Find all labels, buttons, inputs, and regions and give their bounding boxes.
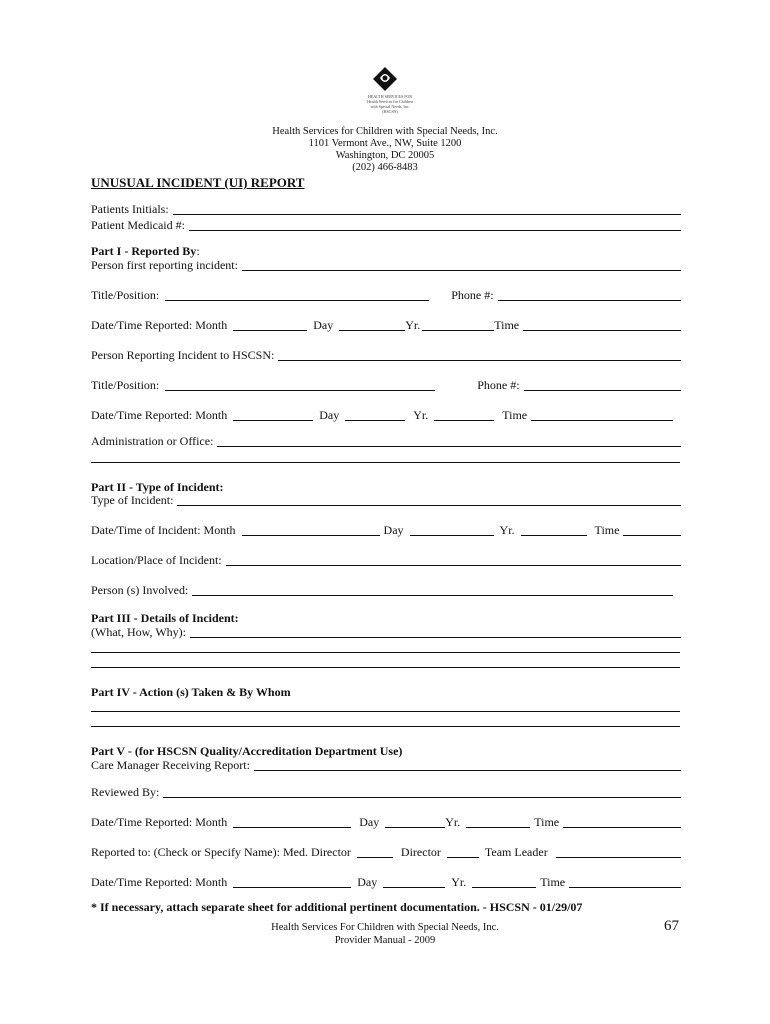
report-title: UNUSUAL INCIDENT (UI) REPORT xyxy=(91,175,305,190)
org-address-block xyxy=(200,126,570,174)
day-label: Day xyxy=(313,318,334,332)
org-street: 1101 Vermont Ave., NW, Suite 1200 xyxy=(308,138,462,149)
yr-label: Yr. xyxy=(405,318,421,332)
part5-month-field[interactable] xyxy=(233,827,351,828)
org-city: Washington, DC 20005 xyxy=(335,150,435,161)
director-field[interactable] xyxy=(447,857,479,858)
incident-datetime-row xyxy=(91,523,681,538)
care-manager-field[interactable] xyxy=(254,770,681,771)
admin-office-field[interactable] xyxy=(217,446,681,447)
logo-caption-line: with Special Needs, Inc. xyxy=(370,104,410,109)
patient-initials-label: Patients Initials: xyxy=(91,202,169,216)
time-field-2[interactable] xyxy=(531,420,673,421)
day-label: Day xyxy=(383,523,404,537)
reviewed-by-label: Reviewed By: xyxy=(91,785,160,799)
part5-datetime-row-2 xyxy=(91,875,681,890)
persons-row xyxy=(91,583,681,598)
team-leader-label: Team Leader xyxy=(484,845,548,859)
hscsn-reporter-row xyxy=(91,348,681,363)
part1-heading xyxy=(91,244,200,259)
admin-office-label: Administration or Office: xyxy=(91,434,214,448)
footer xyxy=(200,921,570,947)
title-position-label: Title/Position: xyxy=(91,378,160,392)
part5-day-field-2[interactable] xyxy=(383,887,445,888)
patient-medicaid-field[interactable] xyxy=(189,230,681,231)
location-field[interactable] xyxy=(226,565,681,566)
part1-datetime-row-2 xyxy=(91,408,681,423)
part1-heading-text: Part I - Reported By xyxy=(91,244,197,258)
logo-caption-line: HEALTH SERVICES FOR xyxy=(368,94,412,99)
first-reporter-field[interactable] xyxy=(242,270,681,271)
title-position-field-2[interactable] xyxy=(165,390,435,391)
time-label: Time xyxy=(502,408,528,422)
dt-month-label: Date/Time Reported: Month xyxy=(91,875,228,889)
part5-heading: Part V - (for HSCSN Quality/Accreditation Department Use) xyxy=(91,744,403,758)
patient-initials-field[interactable] xyxy=(173,214,681,215)
action-taken-line[interactable] xyxy=(91,726,680,727)
persons-field[interactable] xyxy=(192,595,673,596)
care-manager-row xyxy=(91,758,681,773)
team-leader-field[interactable] xyxy=(556,857,681,858)
incident-time-field[interactable] xyxy=(623,535,681,536)
part1-heading-colon: : xyxy=(196,244,200,258)
details-label: (What, How, Why): xyxy=(91,625,186,639)
org-phone: (202) 466-8483 xyxy=(352,162,418,173)
month-field[interactable] xyxy=(233,330,307,331)
phone-field-2[interactable] xyxy=(524,390,681,391)
part5-yr-field-2[interactable] xyxy=(472,887,536,888)
location-row xyxy=(91,553,681,568)
reported-to-row xyxy=(91,845,681,860)
day-label: Day xyxy=(319,408,340,422)
details-field[interactable] xyxy=(190,637,681,638)
part3-heading: Part III - Details of Incident: xyxy=(91,611,239,625)
action-taken-line[interactable] xyxy=(91,711,680,712)
title-position-label: Title/Position: xyxy=(91,288,160,302)
title-position-field[interactable] xyxy=(165,300,429,301)
day-field-2[interactable] xyxy=(345,420,405,421)
part5-day-field[interactable] xyxy=(385,827,445,828)
yr-label: Yr. xyxy=(445,815,461,829)
part1-title-row xyxy=(91,288,681,303)
patient-initials-row xyxy=(91,202,681,217)
details-extra-line[interactable] xyxy=(91,667,680,668)
yr-label: Yr. xyxy=(413,408,429,422)
part5-datetime-row xyxy=(91,815,681,830)
org-name: Health Services for Children with Special Needs, Inc. xyxy=(272,126,498,137)
location-label: Location/Place of Incident: xyxy=(91,553,222,567)
hscsn-reporter-label: Person Reporting Incident to HSCSN: xyxy=(91,348,275,362)
yr-label: Yr. xyxy=(451,875,467,889)
time-label: Time xyxy=(494,318,520,332)
hscsn-logo-icon xyxy=(372,66,398,92)
details-row xyxy=(91,625,681,640)
incident-type-row xyxy=(91,493,681,508)
part5-yr-field[interactable] xyxy=(466,827,530,828)
part1-title-row-2 xyxy=(91,378,681,393)
incident-yr-field[interactable] xyxy=(521,535,587,536)
yr-field[interactable] xyxy=(422,330,494,331)
patient-medicaid-row xyxy=(91,218,681,233)
incident-day-field[interactable] xyxy=(410,535,494,536)
month-field-2[interactable] xyxy=(233,420,313,421)
incident-type-label: Type of Incident: xyxy=(91,493,174,507)
dt-month-label: Date/Time Reported: Month xyxy=(91,318,228,332)
time-label: Time xyxy=(534,815,560,829)
footer-line2: Provider Manual - 2009 xyxy=(334,935,436,946)
part5-month-field-2[interactable] xyxy=(233,887,351,888)
reviewed-by-field[interactable] xyxy=(163,797,681,798)
reported-to-label: Reported to: (Check or Specify Name): Med. Director xyxy=(91,845,351,859)
phone-field[interactable] xyxy=(498,300,681,301)
admin-office-row xyxy=(91,434,681,449)
reviewed-by-row xyxy=(91,785,681,800)
part2-heading: Part II - Type of Incident: xyxy=(91,480,224,494)
phone-label: Phone #: xyxy=(451,288,494,302)
day-field[interactable] xyxy=(339,330,405,331)
part5-time-field[interactable] xyxy=(563,827,681,828)
incident-month-label: Date/Time of Incident: Month xyxy=(91,523,236,537)
dt-month-label: Date/Time Reported: Month xyxy=(91,815,228,829)
patient-medicaid-label: Patient Medicaid #: xyxy=(91,218,185,232)
yr-field-2[interactable] xyxy=(434,420,494,421)
phone-label: Phone #: xyxy=(477,378,520,392)
time-label: Time xyxy=(540,875,566,889)
director-label: Director xyxy=(400,845,441,859)
part5-time-field-2[interactable] xyxy=(569,887,681,888)
incident-type-field[interactable] xyxy=(177,505,681,506)
day-label: Day xyxy=(359,815,380,829)
persons-label: Person (s) Involved: xyxy=(91,583,189,597)
logo-caption-line: Health Services for Children xyxy=(367,99,413,104)
attachment-note: * If necessary, attach separate sheet for additional pertinent documentation. - HSCSN - 01/29/07 xyxy=(91,900,583,914)
hscsn-reporter-field[interactable] xyxy=(278,360,681,361)
footer-line1: Health Services For Children with Special Needs, Inc. xyxy=(271,922,499,933)
logo xyxy=(360,66,420,122)
care-manager-label: Care Manager Receiving Report: xyxy=(91,758,250,772)
admin-office-extra-line[interactable] xyxy=(91,462,680,463)
logo-caption-line: (HSCSN) xyxy=(382,109,398,114)
first-reporter-label: Person first reporting incident: xyxy=(91,258,238,272)
page-number: 67 xyxy=(664,918,679,934)
incident-month-field[interactable] xyxy=(242,535,380,536)
part1-datetime-row xyxy=(91,318,681,333)
time-label: Time xyxy=(594,523,620,537)
med-director-field[interactable] xyxy=(357,857,393,858)
yr-label: Yr. xyxy=(499,523,515,537)
day-label: Day xyxy=(357,875,378,889)
first-reporter-row xyxy=(91,258,681,273)
time-field[interactable] xyxy=(523,330,681,331)
dt-month-label: Date/Time Reported: Month xyxy=(91,408,228,422)
details-extra-line[interactable] xyxy=(91,652,680,653)
part4-heading: Part IV - Action (s) Taken & By Whom xyxy=(91,685,291,699)
